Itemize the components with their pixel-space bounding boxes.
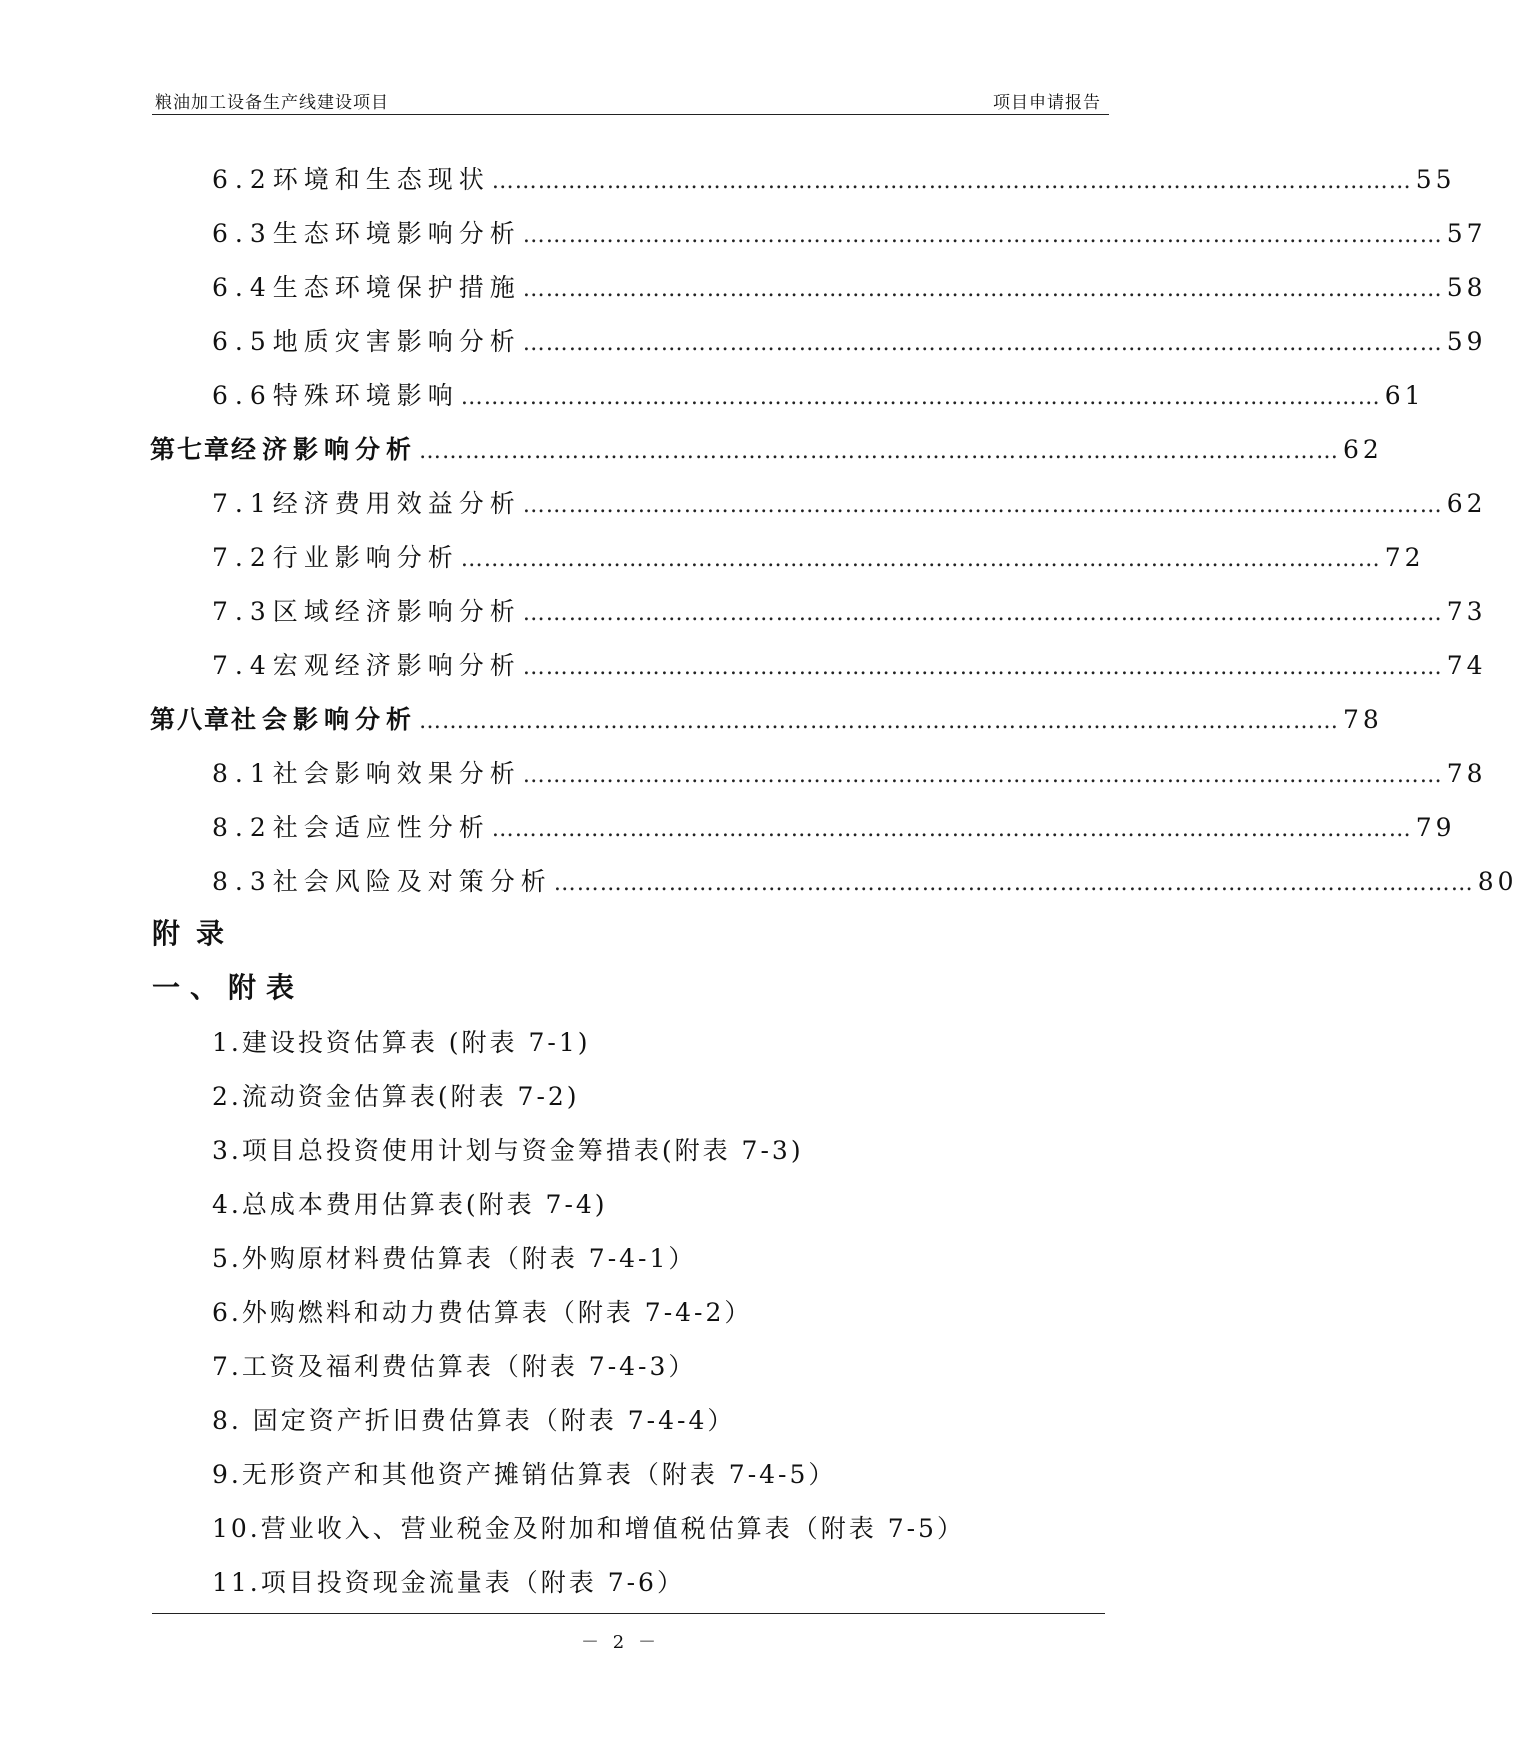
toc-entry-page: 72 xyxy=(1384,543,1425,572)
toc-entry-page: 59 xyxy=(1446,327,1487,356)
toc-entry-title: 行业影响分析 xyxy=(272,543,459,572)
toc-entry-page: 62 xyxy=(1446,489,1487,518)
appendix-item[interactable]: 8. 固定资产折旧费估算表（附表 7-4-4） xyxy=(212,1406,736,1435)
toc-chapter-entry[interactable] xyxy=(150,700,1383,736)
toc-entry-number: 6.2 xyxy=(212,165,273,194)
appendix-item[interactable]: 3.项目总投资使用计划与资金筹措表(附表 7-3) xyxy=(212,1136,804,1165)
toc-entry-page: 58 xyxy=(1446,273,1487,302)
toc-leader-dots: ………………………………………………………………………………………………………… xyxy=(460,547,1381,572)
toc-leader-dots: ………………………………………………………………………………………………………… xyxy=(491,169,1412,194)
toc-entry[interactable] xyxy=(150,862,1518,898)
toc-entry-number: 6.5 xyxy=(212,327,273,356)
toc-entry-title: 生态环境影响分析 xyxy=(272,219,521,248)
toc-entry-page: 74 xyxy=(1446,651,1487,680)
toc-leader-dots: ………………………………………………………………………………………………………… xyxy=(522,601,1443,626)
footer-divider xyxy=(152,1613,1105,1614)
toc-entry-title: 社会适应性分析 xyxy=(272,813,490,842)
toc-entry-page: 78 xyxy=(1446,759,1487,788)
toc-entry-number: 6.3 xyxy=(212,219,273,248)
toc-entry-number: 7.3 xyxy=(212,597,273,626)
toc-entry-page: 55 xyxy=(1415,165,1456,194)
toc-leader-dots: ………………………………………………………………………………………………………… xyxy=(491,817,1412,842)
toc-leader-dots: ………………………………………………………………………………………………………… xyxy=(522,493,1443,518)
toc-entry[interactable] xyxy=(150,592,1487,628)
toc-entry-page: 57 xyxy=(1446,219,1487,248)
toc-entry-title: 社会影响效果分析 xyxy=(272,759,521,788)
toc-entry-number: 7.1 xyxy=(212,489,273,518)
header-document-type: 项目申请报告 xyxy=(993,93,1101,113)
toc-entry[interactable] xyxy=(150,376,1425,412)
toc-entry-title: 区域经济影响分析 xyxy=(272,597,521,626)
toc-entry-title: 地质灾害影响分析 xyxy=(272,327,521,356)
appendix-item[interactable]: 6.外购燃料和动力费估算表（附表 7-4-2） xyxy=(212,1298,753,1327)
toc-entry-number: 6.6 xyxy=(212,381,273,410)
toc-entry-number: 7.2 xyxy=(212,543,273,572)
toc-entry-title: 环境和生态现状 xyxy=(272,165,490,194)
toc-entry-title: 生态环境保护措施 xyxy=(272,273,521,302)
appendix-heading: 附录 xyxy=(152,917,241,950)
toc-entry-title: 社会风险及对策分析 xyxy=(272,867,552,896)
toc-entry[interactable] xyxy=(150,538,1425,574)
appendix-item[interactable]: 11.项目投资现金流量表（附表 7-6） xyxy=(212,1568,685,1597)
toc-entry-page: 73 xyxy=(1446,597,1487,626)
toc-leader-dots: ………………………………………………………………………………………………………… xyxy=(522,277,1443,302)
toc-entry[interactable] xyxy=(150,268,1487,304)
toc-chapter-title: 经济影响分析 xyxy=(231,435,418,464)
page-header xyxy=(152,84,1109,115)
toc-entry-page: 79 xyxy=(1415,813,1456,842)
appendix-item[interactable]: 4.总成本费用估算表(附表 7-4) xyxy=(212,1190,608,1219)
toc-entry[interactable] xyxy=(150,646,1487,682)
toc-entry-title: 特殊环境影响 xyxy=(272,381,459,410)
toc-chapter-number: 第八章 xyxy=(150,705,232,734)
toc-entry-title: 经济费用效益分析 xyxy=(272,489,521,518)
appendix-item[interactable]: 5.外购原材料费估算表（附表 7-4-1） xyxy=(212,1244,697,1273)
appendix-item[interactable]: 1.建设投资估算表 (附表 7-1) xyxy=(212,1028,591,1057)
toc-leader-dots: ………………………………………………………………………………………………………… xyxy=(553,871,1474,896)
appendix-item[interactable]: 10.营业收入、营业税金及附加和增值税估算表（附表 7-5） xyxy=(212,1514,965,1543)
toc-entry[interactable] xyxy=(150,754,1487,790)
toc-entry-page: 62 xyxy=(1343,435,1383,464)
toc-chapter-title: 社会影响分析 xyxy=(231,705,418,734)
toc-entry[interactable] xyxy=(150,484,1487,520)
toc-entry-page: 80 xyxy=(1477,867,1518,896)
toc-entry[interactable] xyxy=(150,214,1487,250)
toc-entry-number: 7.4 xyxy=(212,651,273,680)
toc-leader-dots: ………………………………………………………………………………………………………… xyxy=(522,331,1443,356)
toc-leader-dots: ………………………………………………………………………………………………………… xyxy=(460,385,1381,410)
toc-entry-number: 8.3 xyxy=(212,867,273,896)
page-number: － 2 － xyxy=(581,1632,660,1653)
appendix-item[interactable]: 7.工资及福利费估算表（附表 7-4-3） xyxy=(212,1352,697,1381)
toc-entry[interactable] xyxy=(150,808,1456,844)
toc-entry-page: 61 xyxy=(1384,381,1425,410)
toc-leader-dots: ………………………………………………………………………………………………………… xyxy=(419,709,1340,734)
toc-entry-title: 宏观经济影响分析 xyxy=(272,651,521,680)
toc-chapter-number: 第七章 xyxy=(150,435,232,464)
toc-entry[interactable] xyxy=(150,322,1487,358)
toc-entry[interactable] xyxy=(150,160,1456,196)
toc-leader-dots: ………………………………………………………………………………………………………… xyxy=(522,655,1443,680)
toc-leader-dots: ………………………………………………………………………………………………………… xyxy=(419,439,1340,464)
toc-leader-dots: ………………………………………………………………………………………………………… xyxy=(522,223,1443,248)
toc-entry-number: 8.1 xyxy=(212,759,273,788)
toc-entry-page: 78 xyxy=(1343,705,1383,734)
appendix-item[interactable]: 2.流动资金估算表(附表 7-2) xyxy=(212,1082,580,1111)
appendix-subheading: 一、附表 xyxy=(152,971,305,1004)
header-project-title: 粮油加工设备生产线建设项目 xyxy=(155,93,389,113)
toc-chapter-entry[interactable] xyxy=(150,430,1383,466)
toc-leader-dots: ………………………………………………………………………………………………………… xyxy=(522,763,1443,788)
appendix-item[interactable]: 9.无形资产和其他资产摊销估算表（附表 7-4-5） xyxy=(212,1460,837,1489)
toc-entry-number: 8.2 xyxy=(212,813,273,842)
toc-entry-number: 6.4 xyxy=(212,273,273,302)
